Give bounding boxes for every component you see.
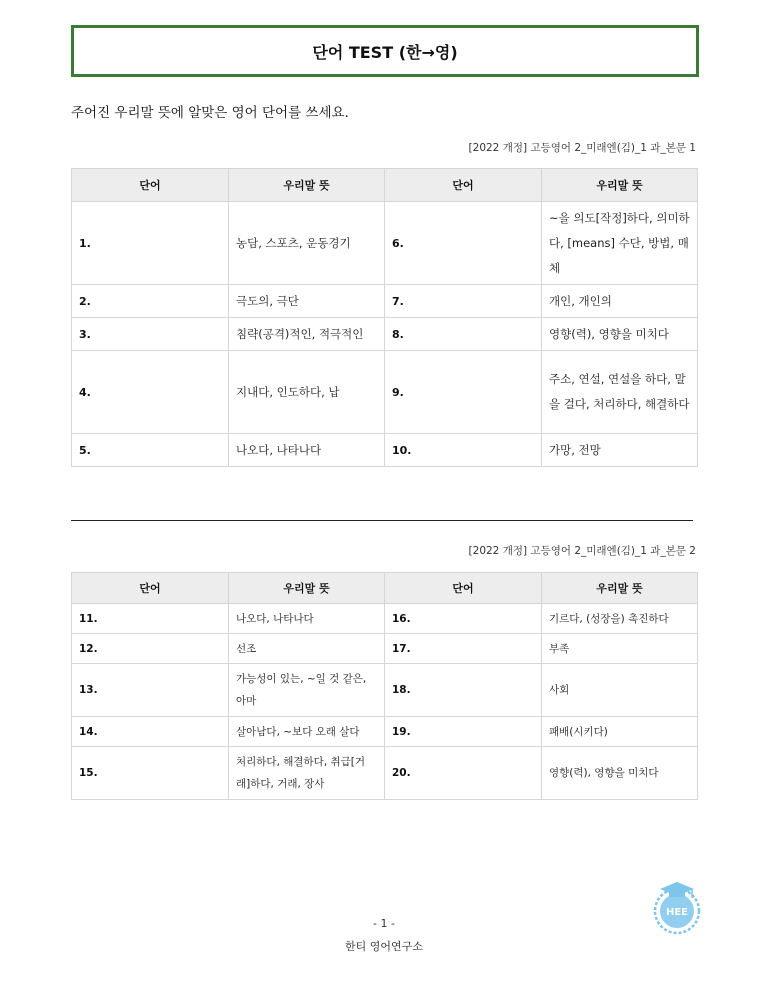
meaning-cell: 침략(공격)적인, 적극적인 [229,318,385,351]
table-header-row [72,573,698,604]
meaning-cell: 가능성이 있는, ~일 것 같은, 아마 [229,664,385,717]
page-number: - 1 - [373,917,395,930]
header-word: 단어 [385,573,542,604]
header-word: 단어 [385,169,542,202]
title-box [71,25,699,77]
meaning-cell: 가망, 전망 [542,434,698,467]
word-answer-cell[interactable]: 1. [72,202,229,285]
meaning-cell: 극도의, 극단 [229,285,385,318]
word-answer-cell[interactable]: 5. [72,434,229,467]
word-answer-cell[interactable]: 11. [72,604,229,634]
header-meaning: 우리말 뜻 [229,169,385,202]
header-meaning: 우리말 뜻 [229,573,385,604]
meaning-cell: 나오다, 나타나다 [229,604,385,634]
header-meaning: 우리말 뜻 [542,573,698,604]
table-row [72,318,698,351]
meaning-cell: 사회 [542,664,698,717]
page-title: 단어 TEST (한→영) [312,42,458,62]
table-row [72,202,698,285]
word-answer-cell[interactable]: 19. [385,717,542,747]
source-label-2: [2022 개정] 고등영어 2_미래엔(김)_1 과_본문 2 [468,545,696,557]
table-row [72,664,698,717]
table-row [72,747,698,800]
vocab-table-2 [71,572,698,800]
table-row [72,634,698,664]
word-answer-cell[interactable]: 2. [72,285,229,318]
meaning-cell: 부족 [542,634,698,664]
meaning-cell: 처리하다, 해결하다, 취급[거래]하다, 거래, 장사 [229,747,385,800]
table-header-row [72,169,698,202]
meaning-cell: 지내다, 인도하다, 납 [229,351,385,434]
institute-name: 한티 영어연구소 [345,940,423,953]
meaning-cell: 농담, 스포츠, 운동경기 [229,202,385,285]
word-answer-cell[interactable]: 15. [72,747,229,800]
word-answer-cell[interactable]: 14. [72,717,229,747]
meaning-cell: 영향(력), 영향을 미치다 [542,318,698,351]
table-row [72,434,698,467]
header-word: 단어 [72,169,229,202]
word-answer-cell[interactable]: 6. [385,202,542,285]
vocab-table-1 [71,168,698,467]
word-answer-cell[interactable]: 12. [72,634,229,664]
meaning-cell: 주소, 연설, 연설을 하다, 말을 걸다, 처리하다, 해결하다 [542,351,698,434]
word-answer-cell[interactable]: 10. [385,434,542,467]
header-meaning: 우리말 뜻 [542,169,698,202]
word-answer-cell[interactable]: 4. [72,351,229,434]
meaning-cell: 살아남다, ~보다 오래 살다 [229,717,385,747]
word-answer-cell[interactable]: 7. [385,285,542,318]
meaning-cell: 영향(력), 영향을 미치다 [542,747,698,800]
section-divider [71,520,693,521]
word-answer-cell[interactable]: 20. [385,747,542,800]
meaning-cell: 나오다, 나타나다 [229,434,385,467]
word-answer-cell[interactable]: 16. [385,604,542,634]
word-answer-cell[interactable]: 13. [72,664,229,717]
word-answer-cell[interactable]: 18. [385,664,542,717]
word-answer-cell[interactable]: 17. [385,634,542,664]
source-label-1: [2022 개정] 고등영어 2_미래엔(김)_1 과_본문 1 [468,142,696,154]
instruction-text: 주어진 우리말 뜻에 알맞은 영어 단어를 쓰세요. [71,105,349,121]
word-answer-cell[interactable]: 9. [385,351,542,434]
table-row [72,351,698,434]
table-row [72,717,698,747]
meaning-cell: 패배(시키다) [542,717,698,747]
meaning-cell: 선조 [229,634,385,664]
header-word: 단어 [72,573,229,604]
meaning-cell: 기르다, (성장을) 촉진하다 [542,604,698,634]
meaning-cell: 개인, 개인의 [542,285,698,318]
meaning-cell: ~을 의도[작정]하다, 의미하다, [means] 수단, 방법, 매체 [542,202,698,285]
word-answer-cell[interactable]: 3. [72,318,229,351]
logo-text: HEE [665,907,689,918]
table-row [72,285,698,318]
table-row [72,604,698,634]
word-answer-cell[interactable]: 8. [385,318,542,351]
